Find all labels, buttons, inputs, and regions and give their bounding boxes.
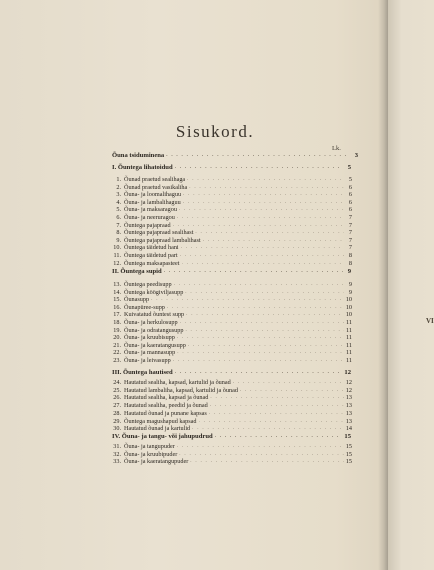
dot-leader (164, 268, 343, 275)
toc-entry-number: 20. (113, 334, 121, 342)
dot-leader (181, 244, 344, 251)
toc-entry-page: 5 (348, 176, 352, 183)
toc-entry (108, 418, 352, 425)
toc-entry-number: 17. (113, 311, 121, 319)
toc-section-page: 3 (354, 152, 358, 159)
toc-entry-title (108, 402, 208, 409)
toc-entry (108, 176, 352, 183)
toc-entry-text: Õuntega magushapud kapsad (124, 417, 197, 425)
toc-entry-number: 1. (116, 176, 121, 183)
dot-leader (177, 443, 344, 450)
toc-entry-number: 23. (113, 357, 121, 364)
toc-entry (108, 184, 352, 191)
toc-entry-page: 11 (346, 341, 352, 349)
dot-leader (173, 357, 344, 364)
toc-entry-page: 11 (346, 349, 352, 357)
toc-entry-title (108, 451, 177, 458)
toc-entry-number: 9. (116, 236, 121, 244)
toc-entry-title (108, 311, 184, 318)
toc-section-page: 9 (347, 268, 351, 275)
toc-entry (108, 319, 352, 326)
toc-entry-text: Õuntega täidetud hani (124, 244, 179, 252)
toc-entry-number: 8. (116, 229, 121, 237)
toc-entry (108, 349, 352, 356)
toc-section-title: III. Õuntega hautised (112, 369, 173, 376)
toc-section (112, 164, 351, 171)
toc-entry-title (108, 342, 186, 349)
toc-entry (108, 199, 352, 206)
dot-leader (173, 222, 344, 229)
toc-entry-number: 33. (113, 458, 121, 466)
toc-entry-title (108, 252, 178, 259)
toc-entry-number: 3. (116, 191, 121, 199)
toc-entry (108, 394, 352, 401)
dot-leader (192, 425, 344, 432)
toc-entry-text: Õuna- ja kruubisupp (124, 334, 175, 342)
toc-section-title: Õuna tsiduminena (112, 152, 165, 159)
toc-entry (108, 229, 352, 236)
dot-leader (189, 184, 344, 191)
toc-entry-page: 7 (348, 244, 352, 252)
toc-entry-title (108, 229, 193, 236)
toc-entry-text: Õunad praetud vasikaliha (124, 183, 188, 191)
dot-leader (183, 191, 344, 198)
toc-entry-text: Õuna- ja maksaragou (124, 206, 177, 214)
toc-entry-page: 13 (345, 417, 352, 425)
toc-entry (108, 451, 352, 458)
toc-entry-title (108, 334, 175, 341)
adjacent-page (388, 0, 434, 570)
toc-entry-number: 11. (113, 252, 121, 259)
toc-entry-number: 13. (113, 281, 121, 288)
toc-entry-page: 13 (345, 409, 352, 417)
toc-entry-text: Kuivatatud õuntest supp (124, 311, 185, 319)
toc-entry-number: 15. (113, 296, 121, 304)
toc-entry-text: Õuntega pajapraad lambalihast (124, 236, 201, 244)
toc-entry-title (108, 387, 238, 394)
toc-entry-page: 9 (348, 288, 352, 296)
toc-entry-page: 11 (346, 334, 352, 342)
dot-leader (179, 206, 344, 213)
dot-leader (151, 296, 344, 303)
toc-entry (108, 458, 352, 465)
toc-entry (108, 402, 352, 409)
toc-entry-page: 6 (348, 183, 352, 191)
toc-entry (108, 222, 352, 229)
toc-entry-page: 11 (346, 326, 352, 334)
dot-leader (233, 379, 344, 386)
dot-leader (187, 176, 344, 183)
toc-entry-number: 22. (113, 349, 121, 357)
toc-entry-title (108, 244, 179, 251)
toc-entry (108, 289, 352, 296)
toc-entry-text: Õuna- ja leivasupp (124, 357, 171, 364)
dot-leader (209, 410, 344, 417)
toc-entry-text: Õunad praetud sealihaga (124, 176, 186, 183)
toc-entry-number: 2. (116, 183, 121, 191)
toc-entry-text: Hautatud õunad ja kartulid (124, 425, 191, 433)
toc-section-title: I. Õuntega lihatoidud (112, 164, 173, 171)
dot-leader (210, 402, 344, 409)
toc-entry-number: 4. (116, 198, 121, 206)
toc-entry-text: Õuna- ja kaeratangupuder (124, 458, 189, 466)
page-column-label: Lk. (332, 145, 341, 152)
toc-section-page: 5 (347, 164, 351, 171)
toc-section (112, 369, 351, 376)
dot-leader (183, 199, 344, 206)
toc-entry-title (108, 260, 180, 267)
toc-entry-number: 25. (113, 386, 121, 394)
toc-entry-page: 7 (348, 221, 352, 229)
dot-leader (167, 304, 344, 311)
toc-entry-number: 14. (113, 288, 121, 296)
toc-entry (108, 281, 352, 288)
toc-entry-title (108, 289, 183, 296)
dot-leader (190, 458, 344, 465)
toc-entry-title (108, 281, 172, 288)
toc-entry-number: 30. (113, 425, 121, 433)
toc-section (112, 152, 358, 159)
toc-entry-number: 12. (113, 259, 121, 267)
toc-entry (108, 206, 352, 213)
toc-entry-page: 11 (346, 357, 352, 364)
toc-entry-text: Hautatud sealiha, kapsad ja õunad (124, 394, 209, 402)
page-title: Sisukord. (175, 122, 255, 141)
toc-entry-text: Hautatud õunad ja punane kapsas (124, 409, 207, 417)
toc-entry-page: 15 (345, 443, 352, 450)
dot-leader (179, 451, 344, 458)
toc-entry-number: 16. (113, 303, 121, 311)
toc-entry-text: Õuna- ja kruubipuder (124, 450, 178, 458)
toc-section-page: 15 (344, 433, 351, 440)
dot-leader (175, 369, 343, 376)
toc-entry-page: 10 (345, 311, 352, 319)
toc-entry-page: 6 (348, 191, 352, 199)
toc-entry-page: 7 (348, 236, 352, 244)
toc-entry-text: Õuna- ja loomalihaguu (124, 191, 182, 199)
toc-entry-title (108, 394, 208, 401)
toc-entry-text: Õuna- ja lambalihaguu (124, 198, 181, 206)
toc-section-title: IV. Õuna- ja tangu- või jahupudrud (112, 433, 213, 440)
toc-entry-title (108, 418, 197, 425)
toc-entry (108, 342, 352, 349)
toc-entry-title (108, 237, 201, 244)
toc-entry-text: Õuntega maksapasteet (124, 259, 180, 267)
toc-entry (108, 379, 352, 386)
toc-entry (108, 191, 352, 198)
toc-entry-page: 13 (345, 402, 352, 410)
toc-entry-number: 7. (116, 221, 121, 229)
dot-leader (180, 252, 344, 259)
toc-entry-text: Hautatud sealiha, peedid ja õunad (124, 402, 208, 410)
toc-entry-page: 7 (348, 229, 352, 237)
dot-leader (240, 387, 344, 394)
toc-entry-page: 6 (348, 198, 352, 206)
toc-entry-title (108, 304, 165, 311)
toc-entry-page: 8 (348, 252, 352, 259)
toc-entry-page: 10 (345, 296, 352, 304)
toc-section-title: II. Õuntega supid (112, 268, 162, 275)
toc-entry-title (108, 443, 175, 450)
toc-entry-title (108, 191, 181, 198)
dot-leader (174, 281, 344, 288)
dot-leader (177, 214, 344, 221)
toc-entry-page: 15 (345, 450, 352, 458)
toc-entry-page: 11 (346, 319, 352, 326)
toc-entry-page: 13 (345, 394, 352, 402)
toc-entry-text: Õuna- ja neeruragou (124, 214, 175, 221)
dot-leader (188, 342, 344, 349)
toc-entry (108, 214, 352, 221)
toc-entry (108, 387, 352, 394)
adjacent-page-fragment: VI (426, 317, 434, 325)
toc-entry-number: 10. (113, 244, 121, 252)
toc-entry (108, 357, 352, 364)
toc-entry (108, 443, 352, 450)
toc-entry-page: 9 (348, 281, 352, 288)
toc-section (112, 433, 351, 440)
toc-entry-title (108, 214, 175, 221)
dot-leader (177, 349, 344, 356)
toc-entry (108, 252, 352, 259)
toc-entry-number: 31. (113, 443, 121, 450)
toc-entry-number: 24. (113, 379, 121, 386)
toc-entry-page: 8 (348, 259, 352, 267)
toc-entry-title (108, 206, 177, 213)
toc-entry (108, 327, 352, 334)
toc-entry-title (108, 458, 188, 465)
toc-entry-text: Õuntega köögiviljasupp (124, 288, 184, 296)
dot-leader (182, 260, 345, 267)
toc-entry-page: 14 (345, 425, 352, 433)
toc-entry-text: Õuna- ja herkulosupp (124, 319, 178, 326)
toc-entry-text: Hautatud sealiha, kapsad, kartulid ja õunad (124, 379, 231, 386)
toc-entry-page: 6 (348, 206, 352, 214)
dot-leader (180, 319, 344, 326)
toc-entry-number: 28. (113, 409, 121, 417)
toc-entry-text: Õuna- ja mannasupp (124, 349, 176, 357)
toc-entry-title (108, 296, 149, 303)
toc-entry-text: Õuna- ja kaeratangusupp (124, 341, 186, 349)
toc-entry (108, 410, 352, 417)
toc-entry-title (108, 222, 171, 229)
toc-entry-text: Õuntega pajapraad (124, 221, 171, 229)
toc-entry-page: 12 (345, 379, 352, 386)
toc-entry-text: Õunasupp (124, 296, 150, 304)
toc-entry-number: 26. (113, 394, 121, 402)
toc-entry-text: Õuna- ja odratangusupp (124, 326, 184, 334)
toc-entry (108, 425, 352, 432)
toc-entry-title (108, 199, 181, 206)
dot-leader (195, 229, 344, 236)
dot-leader (177, 334, 344, 341)
toc-entry-number: 27. (113, 402, 121, 410)
toc-entry (108, 311, 352, 318)
toc-entry-text: Õunapüree-supp (124, 303, 165, 311)
dot-leader (186, 311, 344, 318)
toc-entry-title (108, 327, 183, 334)
toc-entry-page: 7 (348, 214, 352, 221)
toc-entry-title (108, 410, 207, 417)
toc-section-page: 12 (344, 369, 351, 376)
toc-entry-number: 21. (113, 341, 121, 349)
toc-entry-title (108, 357, 171, 364)
toc-entry-text: Õuntega täidetud part (124, 252, 178, 259)
toc-entry (108, 296, 352, 303)
toc-entry (108, 244, 352, 251)
toc-entry-title (108, 379, 231, 386)
toc-entry-page: 15 (345, 458, 352, 466)
toc-entry-title (108, 176, 185, 183)
toc-entry-text: Hautatud lambaliha, kapsad, kartulid ja õunad (124, 386, 238, 394)
toc-section (112, 268, 351, 275)
dot-leader (166, 152, 350, 159)
toc-entry (108, 237, 352, 244)
toc-entry-number: 18. (113, 319, 121, 326)
dot-leader (215, 433, 343, 440)
dot-leader (199, 418, 344, 425)
toc-entry (108, 304, 352, 311)
dot-leader (203, 237, 344, 244)
dot-leader (210, 394, 343, 401)
toc-entry (108, 260, 352, 267)
toc-entry-title (108, 349, 175, 356)
toc-entry-number: 5. (116, 206, 121, 214)
toc-entry-number: 19. (113, 326, 121, 334)
toc-entry-title (108, 425, 190, 432)
dot-leader (185, 327, 344, 334)
dot-leader (175, 164, 343, 171)
toc-entry-page: 12 (345, 386, 352, 394)
toc-entry-page: 10 (345, 303, 352, 311)
toc-entry-title (108, 319, 178, 326)
toc-entry-number: 29. (113, 417, 121, 425)
toc-entry-text: Õuntega peedisupp (124, 281, 172, 288)
dot-leader (185, 289, 344, 296)
toc-entry-text: Õuntega pajapraad sealihast (124, 229, 194, 237)
toc-entry-text: Õuna- ja tangupuder (124, 443, 175, 450)
toc-entry (108, 334, 352, 341)
toc-entry-number: 32. (113, 450, 121, 458)
toc-entry-number: 6. (116, 214, 121, 221)
toc-entry-title (108, 184, 187, 191)
